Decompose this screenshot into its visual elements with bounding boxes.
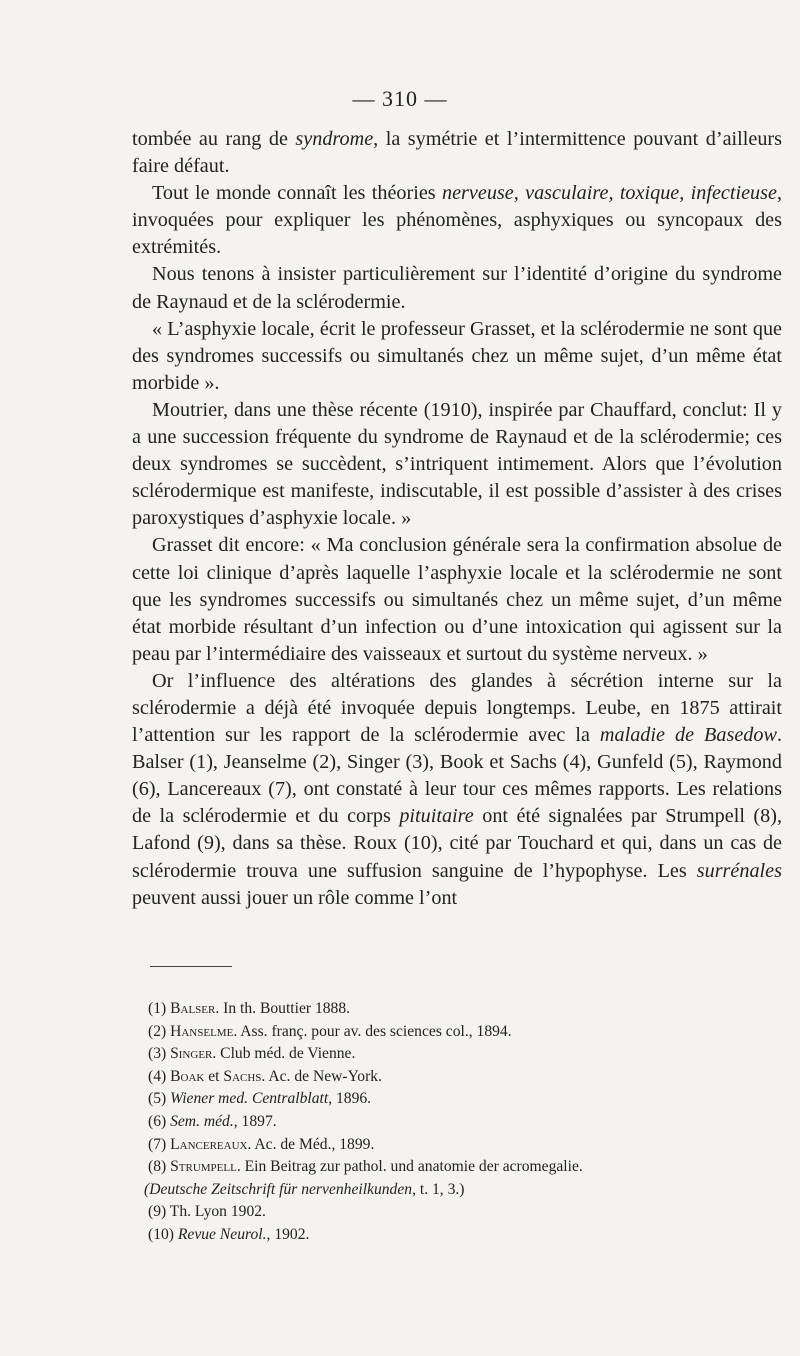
footnote-rule xyxy=(150,966,232,967)
text-run: (5) xyxy=(148,1090,171,1108)
footnote xyxy=(148,1224,788,1247)
text-run: . Club méd. de Vienne. xyxy=(212,1045,356,1063)
text-run: Moutrier, dans une thèse récente (1910), inspirée par Chauffard, conclut: Il y a une succession fréquente du syndrome de Raynaud et de la sclérodermie; ces deux syndromes se succèdent, s’intriquent intimement. Alors que l’évolution sclérodermique est manifeste, indiscutable, il est possible d’assister à des crises paroxystiques d’asphyxie locale. » xyxy=(132,398,782,530)
text-run: (10) xyxy=(148,1225,178,1243)
footnote xyxy=(148,1134,788,1157)
text-run: (3) xyxy=(148,1045,171,1063)
text-run: (8) xyxy=(148,1158,171,1176)
text-run: , t. 1, 3.) xyxy=(412,1180,465,1198)
author-name: Strumpell xyxy=(170,1158,237,1176)
italic-run: syndrome xyxy=(295,128,374,150)
footnote xyxy=(148,1088,788,1111)
author-name: Sachs xyxy=(223,1067,262,1085)
author-name: Lancereaux xyxy=(170,1135,248,1153)
italic-run: Sem. méd. xyxy=(170,1112,234,1130)
text-run: (2) xyxy=(148,1022,171,1040)
text-run: . Balser (1), Jeanselme (2), Singer (3), Book et Sachs (4), Gunfeld (5), Raymond (6), Lancereaux (7), ont constaté à leur tour ces mêmes rapports. Les relations de la sclérodermie et du corps xyxy=(132,724,782,828)
paragraph xyxy=(132,668,782,912)
paragraph xyxy=(132,397,782,532)
text-run: (4) xyxy=(148,1067,171,1085)
paragraph xyxy=(132,316,782,397)
footnote xyxy=(148,1043,788,1066)
footnote xyxy=(148,1021,788,1044)
text-run: , 1896. xyxy=(328,1090,372,1108)
text-run: (9) Th. Lyon 1902. xyxy=(148,1203,266,1221)
paragraph xyxy=(132,126,782,180)
author-name: Hanselme xyxy=(170,1022,234,1040)
text-run: , 1902. xyxy=(266,1225,310,1243)
paragraph xyxy=(132,180,782,261)
author-name: Boak xyxy=(170,1067,205,1085)
text-run: . Ein Beitrag zur pathol. und anatomie der acromegalie. xyxy=(236,1158,583,1176)
italic-run: maladie de Basedow xyxy=(599,724,777,747)
italic-run: (Deutsche Zeitschrift für nervenheilkunden xyxy=(144,1180,413,1198)
italic-run: nerveuse, vasculaire, toxique, infectieuse xyxy=(441,182,777,205)
footnote xyxy=(148,998,788,1021)
italic-run: Wiener med. Centralblatt xyxy=(170,1090,329,1108)
footnote xyxy=(148,1066,788,1089)
text-run: , invoquées pour expliquer les phénomènes, asphyxiques ou syncopaux des extrémités. xyxy=(132,182,782,259)
page-number: — 310 — xyxy=(352,86,448,111)
text-run: (1) xyxy=(148,1000,171,1017)
author-name: Balser xyxy=(170,1000,216,1017)
text-run: (6) xyxy=(148,1112,171,1130)
footnote xyxy=(148,1111,788,1134)
text-run: Nous tenons à insister particulièrement sur l’identité d’origine du syndrome de Raynaud et de la sclérodermie. xyxy=(132,263,782,313)
paragraph xyxy=(132,532,782,667)
text-run: . Ass. franç. pour av. des sciences col., 1894. xyxy=(233,1022,512,1040)
text-run: . In th. Bouttier 1888. xyxy=(215,1000,351,1017)
body-text xyxy=(132,126,782,912)
footnotes xyxy=(144,998,788,1247)
text-run: Or l’influence des altérations des glandes à sécrétion interne sur la sclérodermie a déjà été invoquée depuis longtemps. Leube, en 1875 attirait l’attention sur les rapport de la sclérodermie avec la xyxy=(132,669,782,747)
italic-run: pituitaire xyxy=(399,805,474,828)
author-name: Singer xyxy=(170,1045,213,1063)
text-run: Tout le monde connaît les théories xyxy=(152,182,442,205)
footnote xyxy=(148,1201,788,1224)
text-run: ont été signalées par Strumpell (8), Lafond (9), dans sa thèse. Roux (10), cité par Touchard et qui, dans un cas de sclérodermie trouva une suffusion sanguine de l’hypophyse. Les xyxy=(132,805,783,882)
text-run: et xyxy=(204,1067,224,1085)
paragraph xyxy=(132,261,782,315)
text-run: tombée au rang de xyxy=(132,128,296,150)
text-run: , 1897. xyxy=(233,1112,277,1130)
text-run: Grasset dit encore: « Ma conclusion générale sera la confirmation absolue de cette loi clinique d’après laquelle l’asphyxie locale et la sclérodermie ne sont que les syndromes successifs ou simultanés chez un même sujet, d’un même état morbide résultant d’un infection ou d’une intoxication qui agissent sur la peau par l’intermédiaire des vaisseaux et surtout du système nerveux. » xyxy=(132,534,782,665)
text-run: « L’asphyxie locale, écrit le professeur Grasset, et la sclérodermie ne sont que des syndromes successifs ou simultanés chez un même sujet, d’un même état morbide ». xyxy=(132,317,782,394)
italic-run: surrénales xyxy=(696,859,782,882)
text-run: , la symétrie et l’intermittence pouvant d’ailleurs faire défaut. xyxy=(132,128,782,178)
text-run: . Ac. de New-York. xyxy=(261,1067,382,1085)
text-run: (7) xyxy=(148,1135,171,1153)
footnote xyxy=(148,1156,788,1179)
italic-run: Revue Neurol. xyxy=(177,1225,267,1243)
text-run: peuvent aussi jouer un rôle comme l’ont xyxy=(132,886,458,909)
text-run: . Ac. de Méd., 1899. xyxy=(247,1135,375,1153)
footnote xyxy=(144,1179,788,1202)
